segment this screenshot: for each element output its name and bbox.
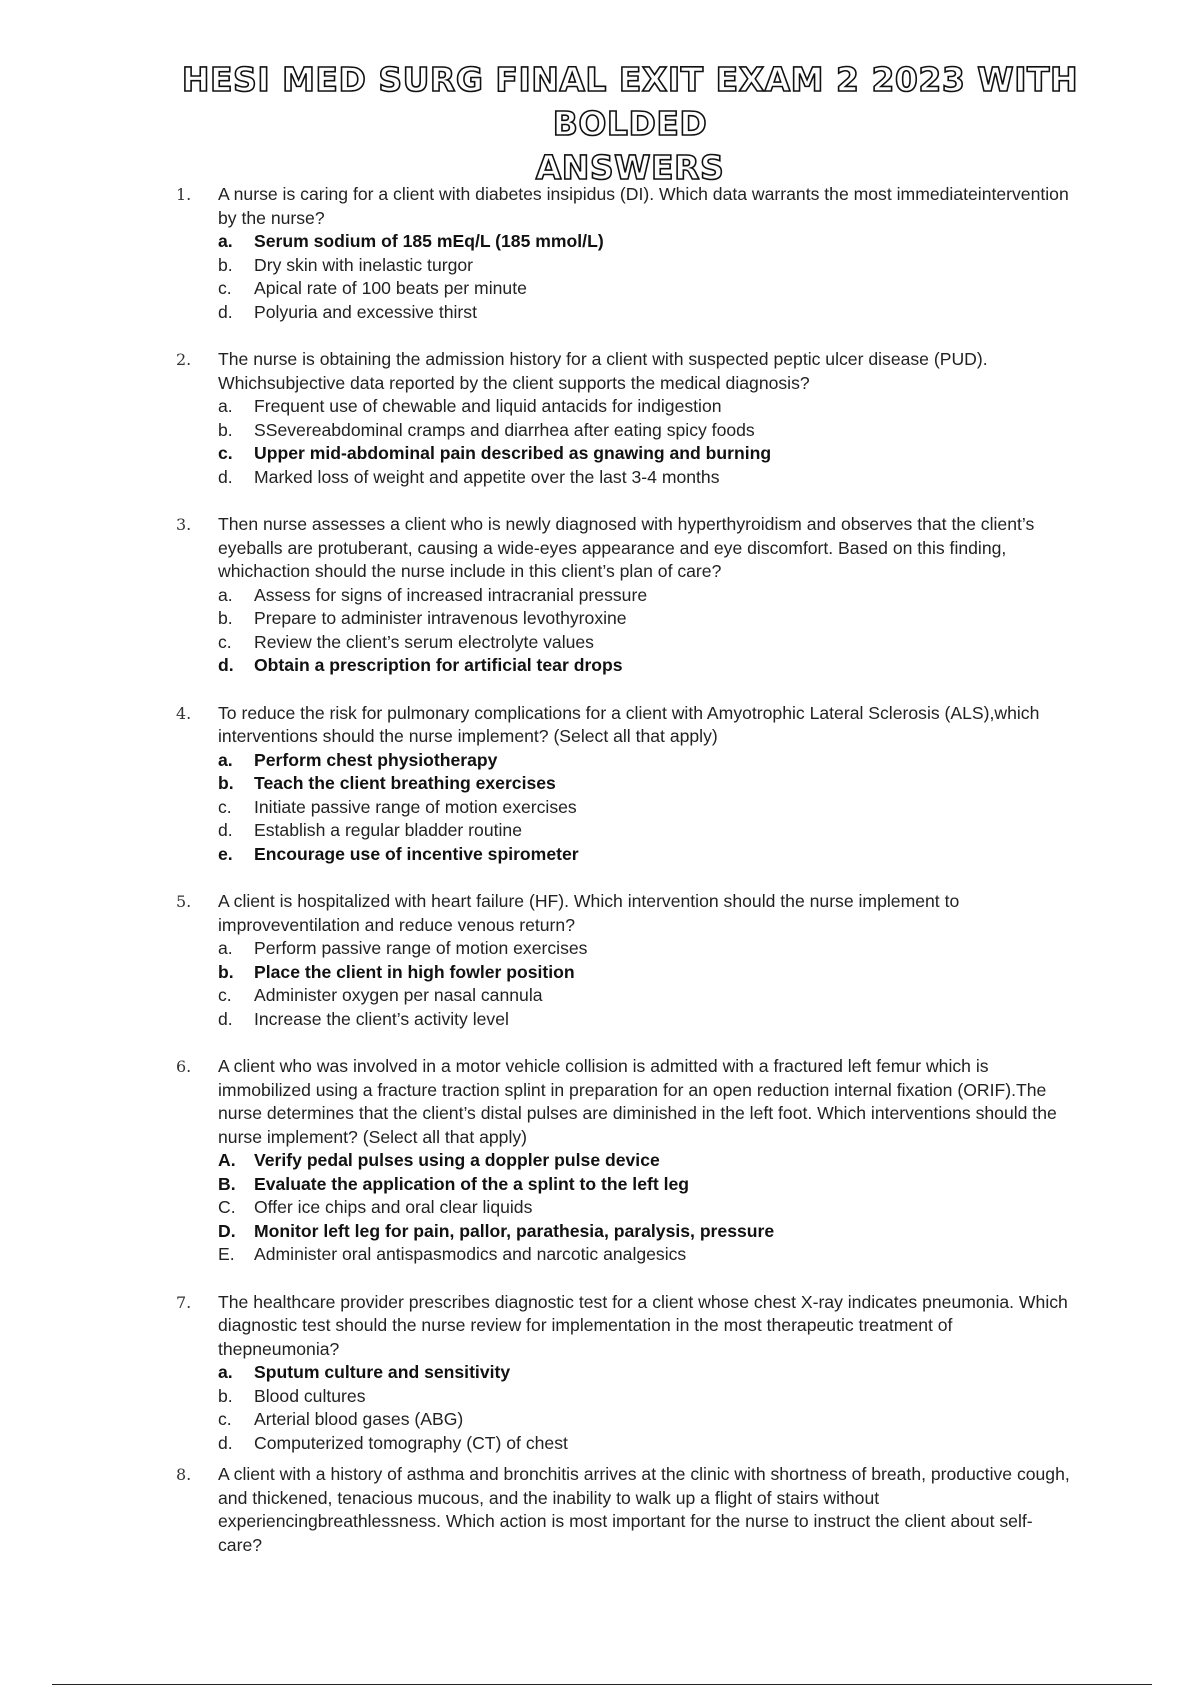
- option-letter: a.: [218, 938, 233, 958]
- option-text: Evaluate the application of the a splint to the left leg: [254, 1173, 690, 1194]
- answer-option: [218, 1008, 1076, 1032]
- option-letter: a.: [218, 231, 233, 251]
- title-line-1: HESI MED SURG FINAL EXIT EXAM 2 2023 WITH BOLDED: [181, 60, 1079, 143]
- option-letter: B.: [218, 1173, 236, 1194]
- option-letter: c.: [218, 443, 233, 463]
- option-text: Place the client in high fowler position: [254, 961, 575, 982]
- answer-option-list: [218, 230, 1076, 324]
- option-letter: d.: [218, 655, 234, 675]
- option-letter: d.: [218, 1008, 233, 1029]
- option-text: Administer oxygen per nasal cannula: [254, 985, 543, 1005]
- option-letter: d.: [218, 301, 233, 322]
- option-text: Sputum culture and sensitivity: [254, 1362, 511, 1382]
- option-text: Obtain a prescription for artificial tear drops: [254, 655, 623, 675]
- answer-option-list: [218, 749, 1076, 867]
- answer-option: [218, 631, 1076, 655]
- option-text: Upper mid-abdominal pain described as gnawing and burning: [254, 443, 772, 463]
- option-text: Teach the client breathing exercises: [254, 773, 556, 793]
- question-stem: A nurse is caring for a client with diabetes insipidus (DI). Which data warrants the most immediateintervention by the nurse?: [218, 184, 1069, 228]
- answer-option: [218, 796, 1076, 820]
- question-number: 6.: [176, 1057, 192, 1076]
- option-text: Computerized tomography (CT) of chest: [254, 1432, 568, 1453]
- question-stem: The healthcare provider prescribes diagnostic test for a client whose chest X-ray indicates pneumonia. Which diagnostic test should the nurse review for implementation in the most therapeutic treatment of thepneumonia?: [218, 1291, 1068, 1359]
- answer-option-correct: [218, 1149, 1076, 1173]
- option-text: Perform chest physiotherapy: [254, 749, 498, 770]
- answer-option-correct: [218, 654, 1076, 678]
- answer-option: [218, 301, 1076, 325]
- question-number: 5.: [176, 892, 192, 911]
- question-stem: A client is hospitalized with heart failure (HF). Which intervention should the nurse implement to improveventilation and reduce venous return?: [218, 891, 960, 935]
- option-text: Review the client’s serum electrolyte values: [254, 631, 594, 652]
- option-letter: b.: [218, 254, 233, 275]
- question-list: [176, 183, 1076, 1581]
- answer-option-correct: [218, 1220, 1076, 1244]
- option-letter: E.: [218, 1244, 235, 1264]
- option-letter: d.: [218, 1432, 233, 1453]
- option-text: Polyuria and excessive thirst: [254, 301, 477, 322]
- question-number: 7.: [176, 1292, 192, 1312]
- question-item: [176, 890, 1076, 1031]
- answer-option: [218, 584, 1076, 608]
- answer-option: [218, 937, 1076, 961]
- option-letter: a.: [218, 749, 233, 770]
- answer-option-list: [218, 395, 1076, 489]
- question-item: [176, 1055, 1076, 1267]
- question-stem: The nurse is obtaining the admission history for a client with suspected peptic ulcer disease (PUD). Whichsubjective data reported by the client supports the medical diagnosis?: [218, 349, 988, 393]
- question-number: 4.: [176, 703, 192, 723]
- answer-option: [218, 1196, 1076, 1220]
- title-line-2: ANSWERS: [535, 148, 725, 187]
- option-letter: A.: [218, 1150, 236, 1170]
- option-text: Encourage use of incentive spirometer: [254, 843, 579, 864]
- question-item: [176, 513, 1076, 678]
- option-letter: c.: [218, 278, 232, 298]
- option-letter: c.: [218, 985, 232, 1005]
- option-text: Verify pedal pulses using a doppler pulse device: [254, 1150, 660, 1170]
- option-text: Dry skin with inelastic turgor: [254, 254, 474, 275]
- option-letter: a.: [218, 584, 233, 605]
- question-number: 2.: [176, 350, 192, 369]
- answer-option: [218, 254, 1076, 278]
- answer-option-correct: [218, 442, 1076, 466]
- option-text: Blood cultures: [254, 1385, 366, 1406]
- option-letter: D.: [218, 1220, 236, 1241]
- option-letter: c.: [218, 631, 232, 652]
- answer-option: [218, 1408, 1076, 1432]
- answer-option-list: [218, 937, 1076, 1031]
- option-text: Apical rate of 100 beats per minute: [254, 278, 527, 298]
- option-letter: e.: [218, 843, 233, 864]
- option-text: Monitor left leg for pain, pallor, parathesia, paralysis, pressure: [254, 1220, 775, 1241]
- answer-option-list: [218, 1149, 1076, 1267]
- page-bottom-rule: [52, 1684, 1152, 1685]
- option-text: Increase the client’s activity level: [254, 1008, 509, 1029]
- answer-option: [218, 466, 1076, 490]
- answer-option: [218, 607, 1076, 631]
- option-letter: d.: [218, 466, 233, 487]
- answer-option-list: [218, 1361, 1076, 1455]
- option-text: Assess for signs of increased intracranial pressure: [254, 584, 648, 605]
- document-title: [150, 58, 1110, 190]
- answer-option: [218, 395, 1076, 419]
- option-letter: c.: [218, 796, 232, 817]
- question-number: 3.: [176, 515, 192, 534]
- answer-option: [218, 819, 1076, 843]
- answer-option-list: [218, 584, 1076, 678]
- answer-option-correct: [218, 749, 1076, 773]
- option-text: Arterial blood gases (ABG): [254, 1409, 464, 1429]
- option-text: Offer ice chips and oral clear liquids: [254, 1197, 533, 1217]
- option-text: Perform passive range of motion exercises: [254, 938, 588, 958]
- question-item: [176, 183, 1076, 324]
- question-stem: A client with a history of asthma and bronchitis arrives at the clinic with shortness of breath, productive cough, and thickened, tenacious mucous, and the inability to walk up a flight of stairs without experiencingbreathlessness. Which action is most important for the nurse to instruct the client about self-care?: [218, 1464, 1070, 1555]
- option-text: Prepare to administer intravenous levothyroxine: [254, 608, 627, 628]
- question-number: 8.: [176, 1465, 192, 1484]
- option-text: Initiate passive range of motion exercises: [254, 796, 577, 817]
- option-letter: c.: [218, 1409, 232, 1429]
- option-letter: d.: [218, 820, 233, 840]
- question-item: [176, 1463, 1076, 1557]
- option-letter: C.: [218, 1197, 236, 1217]
- option-letter: a.: [218, 1362, 233, 1382]
- option-text: SSevereabdominal cramps and diarrhea after eating spicy foods: [254, 419, 755, 440]
- answer-option-correct: [218, 1173, 1076, 1197]
- question-item: [176, 1291, 1076, 1456]
- option-text: Establish a regular bladder routine: [254, 820, 522, 840]
- option-letter: a.: [218, 396, 233, 416]
- option-text: Administer oral antispasmodics and narcotic analgesics: [254, 1244, 687, 1264]
- question-number: 1.: [176, 185, 192, 204]
- answer-option: [218, 1243, 1076, 1267]
- question-item: [176, 702, 1076, 867]
- option-letter: b.: [218, 608, 233, 628]
- answer-option-correct: [218, 772, 1076, 796]
- answer-option: [218, 419, 1076, 443]
- question-item: [176, 348, 1076, 489]
- option-letter: b.: [218, 961, 234, 982]
- option-letter: b.: [218, 1385, 233, 1406]
- question-stem: Then nurse assesses a client who is newly diagnosed with hyperthyroidism and observes that the client’s eyeballs are protuberant, causing a wide-eyes appearance and eye discomfort. Based on this finding, whichaction should the nurse include in this client’s plan of care?: [218, 514, 1035, 581]
- answer-option: [218, 984, 1076, 1008]
- answer-option: [218, 1432, 1076, 1456]
- option-text: Marked loss of weight and appetite over the last 3-4 months: [254, 466, 720, 487]
- option-letter: b.: [218, 419, 233, 440]
- answer-option-correct: [218, 961, 1076, 985]
- answer-option-correct: [218, 843, 1076, 867]
- option-text: Frequent use of chewable and liquid antacids for indigestion: [254, 396, 722, 416]
- answer-option-correct: [218, 230, 1076, 254]
- question-stem: To reduce the risk for pulmonary complications for a client with Amyotrophic Lateral Sclerosis (ALS),which interventions should the nurse implement? (Select all that apply): [218, 702, 1040, 746]
- answer-option-correct: [218, 1361, 1076, 1385]
- option-text: Serum sodium of 185 mEq/L (185 mmol/L): [254, 231, 604, 251]
- option-letter: b.: [218, 773, 234, 793]
- answer-option: [218, 1385, 1076, 1409]
- question-stem: A client who was involved in a motor vehicle collision is admitted with a fractured left femur which is immobilized using a fracture traction splint in preparation for an open reduction internal fixation (ORIF).The nurse determines that the client’s distal pulses are diminished in the left foot. Which interventions should the nurse implement? (Select all that apply): [218, 1056, 1057, 1147]
- answer-option: [218, 277, 1076, 301]
